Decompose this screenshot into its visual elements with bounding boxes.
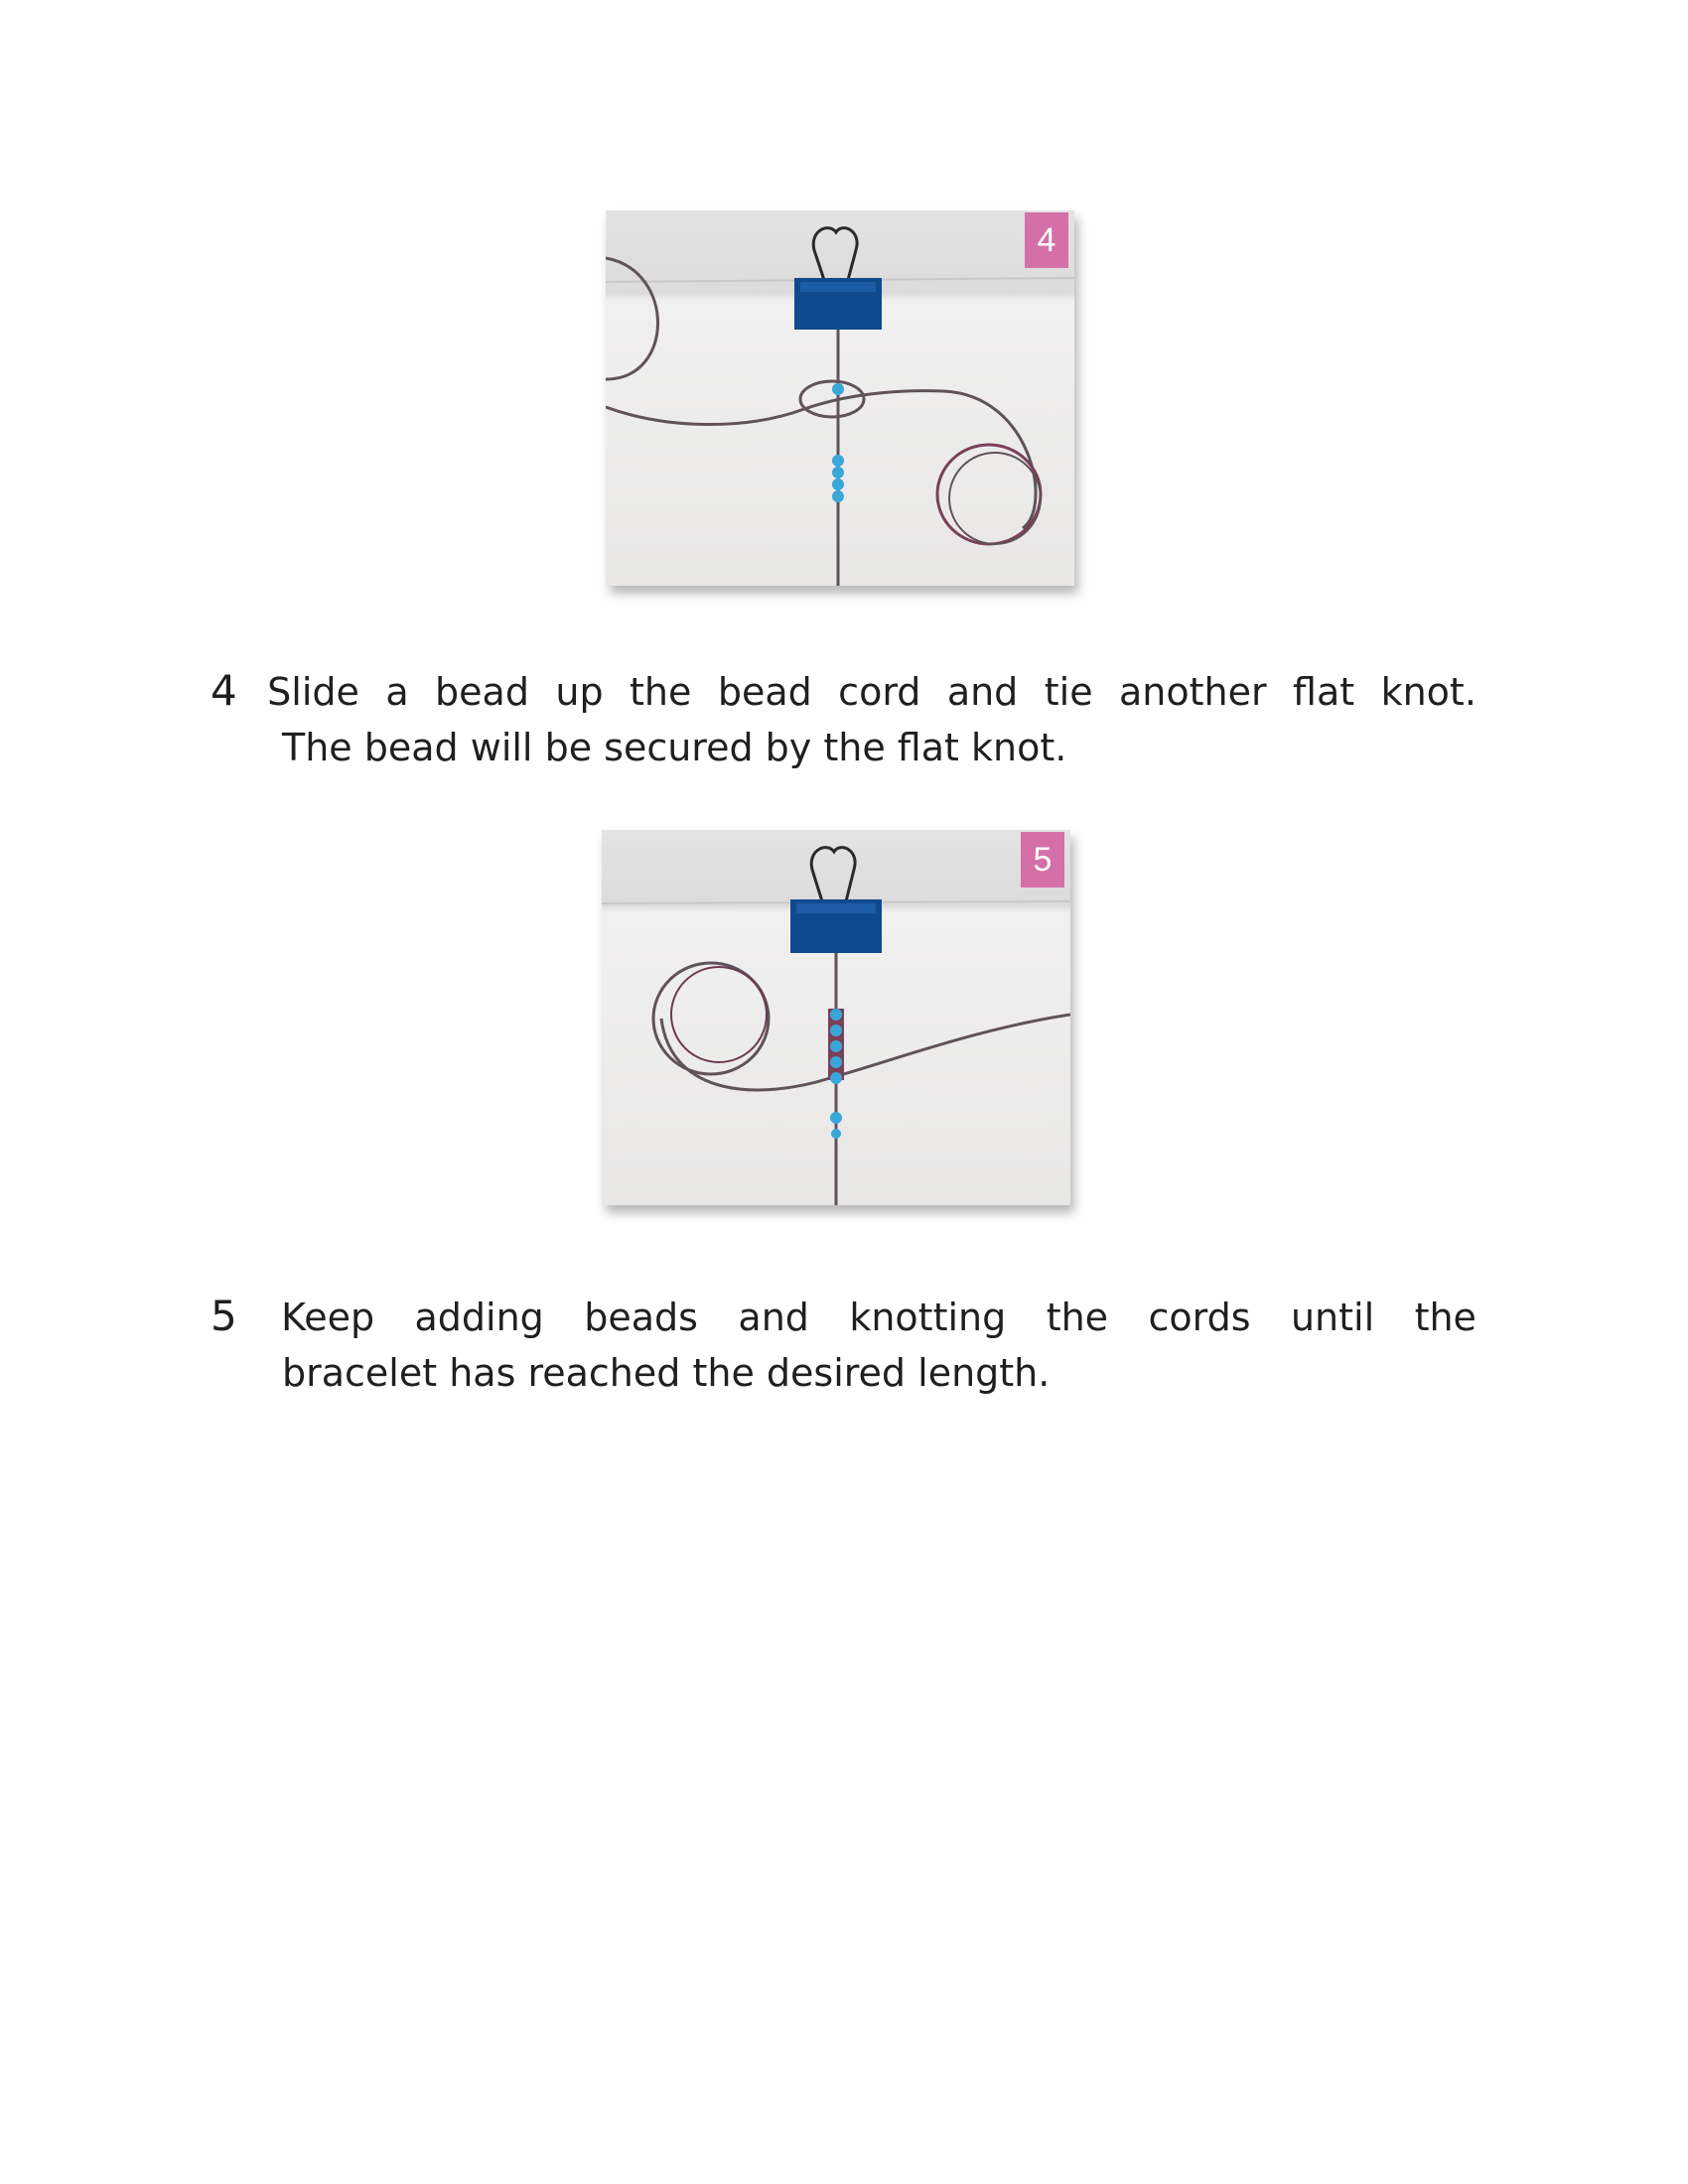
step-5-badge: 5 <box>1021 832 1064 887</box>
step-4-word: knot. <box>1380 670 1477 714</box>
step-5-line-1 <box>211 1289 1477 1345</box>
step-5-word: beads <box>584 1296 698 1339</box>
step-4-word: up <box>555 670 604 714</box>
step-4-word: flat <box>1293 670 1355 714</box>
step-4-word: bead <box>435 670 529 714</box>
step-4-line-2: The bead will be secured by the flat knot. <box>282 726 1067 769</box>
step-4-word: bead <box>717 670 812 714</box>
step-5-photo <box>602 830 1070 1205</box>
step-5-word: and <box>738 1296 809 1339</box>
step-4-word: a <box>385 670 409 714</box>
step-4-badge: 4 <box>1025 212 1068 268</box>
step-4-photo <box>606 210 1074 586</box>
step-4-word: tie <box>1044 670 1093 714</box>
bead-knotting-illustration-4 <box>606 210 1074 586</box>
bead-knotting-illustration-5 <box>602 830 1070 1205</box>
step-5-text <box>211 1289 1477 1401</box>
step-4-word: and <box>946 670 1019 714</box>
step-4-text <box>211 663 1477 775</box>
step-5-number: 5 <box>211 1292 237 1340</box>
step-5-word: cords <box>1148 1296 1251 1339</box>
step-4-word: the <box>630 670 692 714</box>
step-4-word: another <box>1119 670 1267 714</box>
step-5-line-2: bracelet has reached the desired length. <box>282 1351 1051 1395</box>
step-5-word: knotting <box>849 1296 1007 1339</box>
step-4-number: 4 <box>211 666 237 715</box>
step-5-word: Keep <box>281 1296 375 1339</box>
step-5-word: adding <box>414 1296 544 1339</box>
step-5-word: the <box>1414 1296 1477 1339</box>
step-4-line-1 <box>211 663 1477 720</box>
step-5-word: until <box>1290 1296 1375 1339</box>
step-4-word: Slide <box>267 670 359 714</box>
step-5-word: the <box>1046 1296 1109 1339</box>
step-4-word: cord <box>838 670 921 714</box>
